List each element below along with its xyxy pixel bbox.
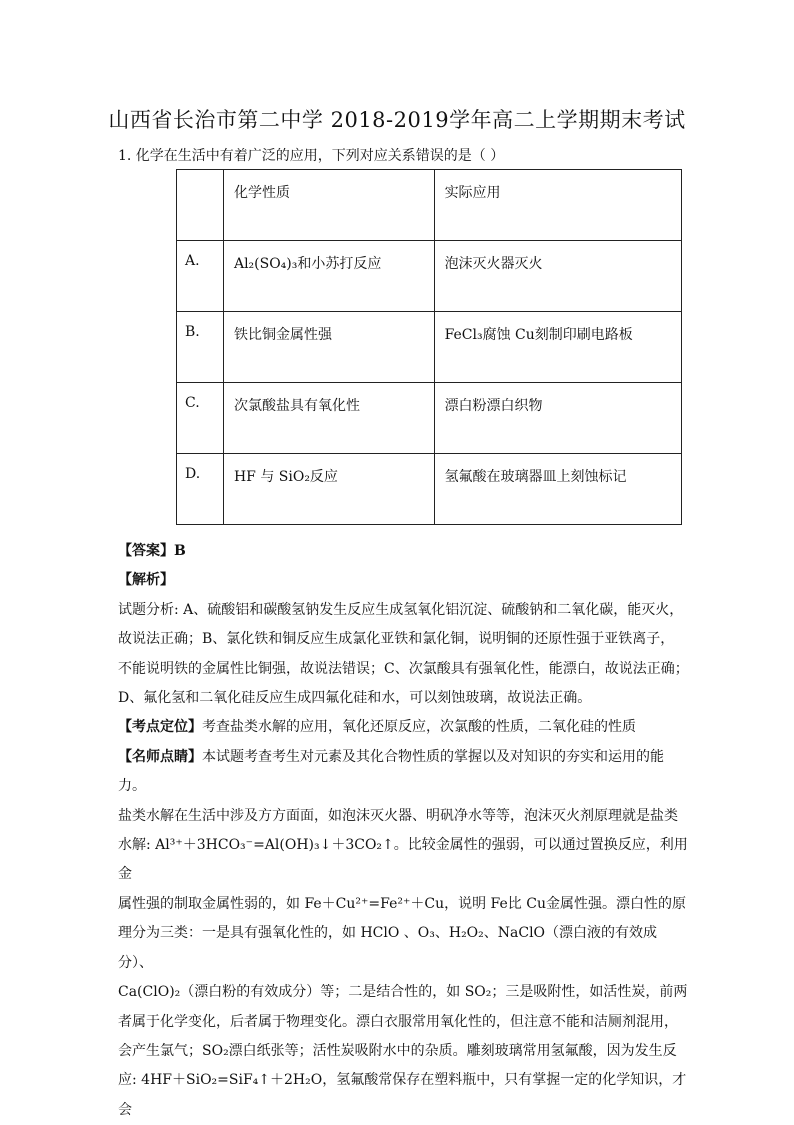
header-cell-application: 实际应用 (434, 170, 681, 241)
option-property: 铁比铜金属性强 (223, 312, 434, 383)
document-title: 山西省长治市第二中学 2018-2019学年高二上学期期末考试 (108, 108, 686, 132)
analysis-line: 故说法正确；B、氯化铁和铜反应生成氯化亚铁和氯化铜，说明铜的还原性强于亚铁离子， (118, 631, 675, 648)
analysis-heading: 【解析】 (118, 572, 174, 589)
question-stem: 1. 化学在生活中有着广泛的应用，下列对应关系错误的是（ ） (118, 148, 505, 164)
kaodian-label: 【考点定位】 (118, 719, 202, 736)
option-application: 漂白粉漂白织物 (434, 383, 681, 454)
header-cell-label (177, 170, 224, 241)
answer-line: 【答案】B (118, 543, 186, 559)
mingshi-label: 【名师点睛】 (118, 748, 202, 765)
mingshi-line: Ca(ClO)₂（漂白粉的有效成分）等；二是结合性的，如 SO₂；三是吸附性，如活性炭，前两 (118, 984, 688, 1001)
table-row (177, 312, 682, 383)
analysis-line: 不能说明铁的金属性比铜强，故说法错误；C、次氯酸具有强氧化性，能漂白，故说法正确； (118, 660, 689, 677)
mingshi-line: 会产生氯气；SO₂漂白纸张等；活性炭吸附水中的杂质。雕刻玻璃常用氢氟酸，因为发生反 (118, 1042, 677, 1059)
analysis-line: 试题分析: A、硫酸铝和碳酸氢钠发生反应生成氢氧化铝沉淀、硫酸钠和二氧化碳，能灭火， (118, 601, 684, 618)
mingshi-paragraph (118, 743, 690, 802)
option-property: 次氯酸盐具有氧化性 (223, 383, 434, 454)
option-application: 泡沫灭火器灭火 (434, 241, 681, 312)
option-label: B. (177, 312, 224, 383)
option-label: C. (177, 383, 224, 454)
table-row (177, 241, 682, 312)
kaodian-text: 考查盐类水解的应用，氧化还原反应，次氯酸的性质，二氧化硅的性质 (202, 719, 636, 736)
option-label: D. (177, 454, 224, 525)
mingshi-line: 应: 4HF＋SiO₂=SiF₄↑＋2H₂O，氢氟酸常保存在塑料瓶中，只有掌握一定的化学知识，才会 (118, 1072, 687, 1118)
mingshi-line: 者属于化学变化，后者属于物理变化。漂白衣服常用氧化性的，但注意不能和洁厕剂混用， (118, 1013, 678, 1030)
mingshi-line: 水解: Al³⁺＋3HCO₃⁻=Al(OH)₃↓＋3CO₂↑。比较金属性的强弱，可以通过置换反应，利用金 (118, 837, 688, 883)
options-table (176, 169, 682, 525)
analysis-line: D、氟化氢和二氧化硅反应生成四氟化硅和水，可以刻蚀玻璃，故说法正确。 (118, 690, 592, 707)
option-label: A. (177, 241, 224, 312)
mingshi-first-text: 本试题考查考生对元素及其化合物性质的掌握以及对知识的夯实和运用的能力。 (118, 748, 664, 795)
option-property: HF 与 SiO₂反应 (223, 454, 434, 525)
solution-section (118, 537, 690, 1125)
option-application: FeCl₃腐蚀 Cu刻制印刷电路板 (434, 312, 681, 383)
table-row (177, 454, 682, 525)
mingshi-line: 属性强的制取金属性弱的，如 Fe＋Cu²⁺=Fe²⁺＋Cu，说明 Fe比 Cu金属性强。漂白性的原 (118, 895, 686, 912)
option-property: Al₂(SO₄)₃和小苏打反应 (223, 241, 434, 312)
mingshi-line: 理分为三类：一是具有强氧化性的，如 HClO 、O₃、H₂O₂、NaClO（漂白液的有效成分）、 (118, 925, 658, 971)
header-cell-property: 化学性质 (223, 170, 434, 241)
table-header-row (177, 170, 682, 241)
kaodian-paragraph (118, 713, 690, 742)
option-application: 氢氟酸在玻璃器皿上刻蚀标记 (434, 454, 681, 525)
mingshi-line: 盐类水解在生活中涉及方方面面，如泡沫灭火器、明矾净水等等，泡沫灭火剂原理就是盐类 (118, 807, 678, 824)
table-row (177, 383, 682, 454)
